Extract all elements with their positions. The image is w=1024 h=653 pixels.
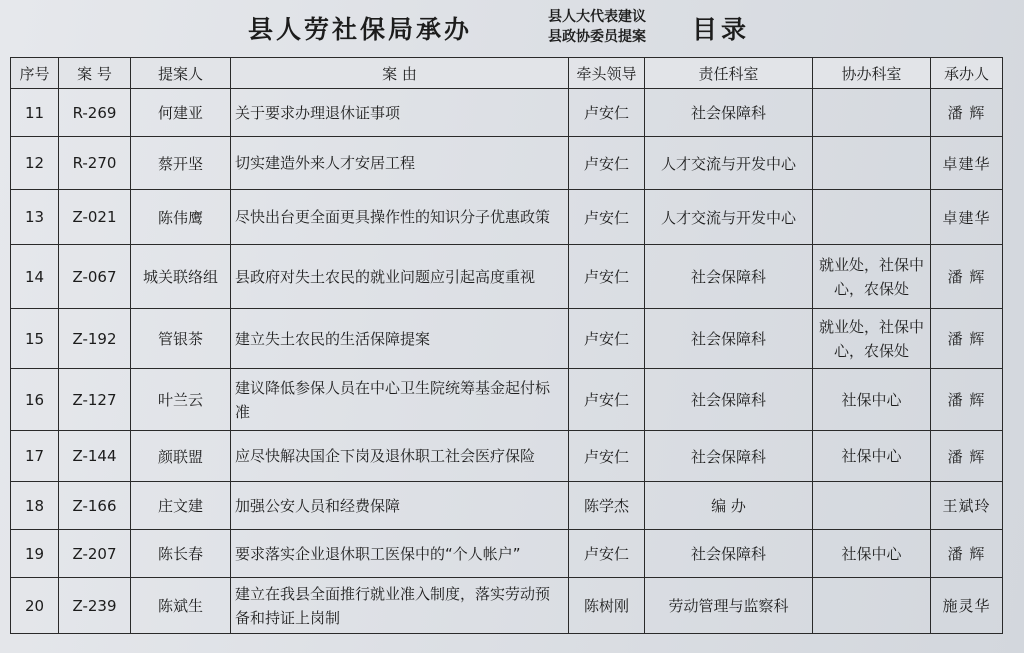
cell-proposer: 陈伟鹰 — [131, 190, 231, 245]
table-row — [11, 482, 1003, 530]
cell-case-no: Z-166 — [59, 482, 131, 530]
col-header-reason: 案 由 — [231, 58, 569, 89]
table-body — [11, 89, 1003, 634]
table-row — [11, 190, 1003, 245]
cell-no: 17 — [11, 431, 59, 482]
title-subline-2: 县政协委员提案 — [548, 29, 646, 45]
cell-assist — [813, 578, 931, 634]
cell-case-no: Z-127 — [59, 369, 131, 431]
cell-assist — [813, 89, 931, 137]
cell-proposer: 城关联络组 — [131, 245, 231, 309]
cell-proposer: 庄文建 — [131, 482, 231, 530]
cell-dept: 人才交流与开发中心 — [645, 190, 813, 245]
cell-no: 15 — [11, 309, 59, 369]
cell-no: 20 — [11, 578, 59, 634]
cell-dept: 社会保障科 — [645, 245, 813, 309]
col-header-no: 序号 — [11, 58, 59, 89]
cell-dept: 社会保障科 — [645, 89, 813, 137]
cell-assist — [813, 137, 931, 190]
cell-assist: 社保中心 — [813, 369, 931, 431]
table-header-row — [11, 58, 1003, 89]
cell-dept: 劳动管理与监察科 — [645, 578, 813, 634]
cell-case-no: Z-144 — [59, 431, 131, 482]
cell-case-no: R-270 — [59, 137, 131, 190]
document-title: 县人劳社保局承办 — [248, 15, 473, 44]
cell-handler: 潘 辉 — [931, 530, 1003, 578]
cell-assist — [813, 482, 931, 530]
cell-assist: 社保中心 — [813, 431, 931, 482]
cell-handler: 卓建华 — [931, 137, 1003, 190]
cell-dept: 编 办 — [645, 482, 813, 530]
cell-assist: 就业处，社保中心，农保处 — [813, 309, 931, 369]
table-row — [11, 578, 1003, 634]
document-header — [0, 0, 1024, 52]
cell-proposer: 叶兰云 — [131, 369, 231, 431]
cell-no: 16 — [11, 369, 59, 431]
cell-reason: 建立失土农民的生活保障提案 — [231, 309, 569, 369]
table-row — [11, 89, 1003, 137]
cell-no: 13 — [11, 190, 59, 245]
cell-leader: 卢安仁 — [569, 309, 645, 369]
cell-reason: 县政府对失土农民的就业问题应引起高度重视 — [231, 245, 569, 309]
table-row — [11, 245, 1003, 309]
cell-leader: 卢安仁 — [569, 89, 645, 137]
cell-leader: 陈树刚 — [569, 578, 645, 634]
cell-proposer: 陈长春 — [131, 530, 231, 578]
col-header-handler: 承办人 — [931, 58, 1003, 89]
cell-proposer: 陈斌生 — [131, 578, 231, 634]
cell-case-no: Z-021 — [59, 190, 131, 245]
cell-handler: 王斌玲 — [931, 482, 1003, 530]
cell-dept: 社会保障科 — [645, 309, 813, 369]
cell-reason: 切实建造外来人才安居工程 — [231, 137, 569, 190]
cell-proposer: 蔡开坚 — [131, 137, 231, 190]
cell-handler: 潘 辉 — [931, 309, 1003, 369]
cell-leader: 陈学杰 — [569, 482, 645, 530]
cell-no: 18 — [11, 482, 59, 530]
case-table — [10, 57, 1003, 634]
cell-leader: 卢安仁 — [569, 369, 645, 431]
col-header-leader: 牵头领导 — [569, 58, 645, 89]
cell-handler: 潘 辉 — [931, 245, 1003, 309]
cell-proposer: 管银茶 — [131, 309, 231, 369]
cell-handler: 潘 辉 — [931, 89, 1003, 137]
title-catalog: 目录 — [692, 15, 751, 44]
cell-reason: 关于要求办理退休证事项 — [231, 89, 569, 137]
cell-dept: 人才交流与开发中心 — [645, 137, 813, 190]
cell-dept: 社会保障科 — [645, 431, 813, 482]
cell-leader: 卢安仁 — [569, 245, 645, 309]
cell-no: 14 — [11, 245, 59, 309]
cell-leader: 卢安仁 — [569, 137, 645, 190]
cell-leader: 卢安仁 — [569, 431, 645, 482]
table-row — [11, 309, 1003, 369]
col-header-assist: 协办科室 — [813, 58, 931, 89]
cell-assist — [813, 190, 931, 245]
col-header-dept: 责任科室 — [645, 58, 813, 89]
cell-case-no: R-269 — [59, 89, 131, 137]
cell-case-no: Z-192 — [59, 309, 131, 369]
cell-reason: 建立在我县全面推行就业准入制度，落实劳动预备和持证上岗制 — [231, 578, 569, 634]
cell-proposer: 何建亚 — [131, 89, 231, 137]
cell-assist: 就业处，社保中心，农保处 — [813, 245, 931, 309]
cell-no: 19 — [11, 530, 59, 578]
cell-handler: 卓建华 — [931, 190, 1003, 245]
cell-reason: 建议降低参保人员在中心卫生院统筹基金起付标准 — [231, 369, 569, 431]
table-row — [11, 369, 1003, 431]
cell-leader: 卢安仁 — [569, 190, 645, 245]
cell-handler: 施灵华 — [931, 578, 1003, 634]
cell-reason: 要求落实企业退休职工医保中的“个人帐户” — [231, 530, 569, 578]
cell-handler: 潘 辉 — [931, 369, 1003, 431]
cell-no: 12 — [11, 137, 59, 190]
table-row — [11, 530, 1003, 578]
col-header-case-no: 案 号 — [59, 58, 131, 89]
cell-case-no: Z-207 — [59, 530, 131, 578]
cell-case-no: Z-067 — [59, 245, 131, 309]
cell-proposer: 颜联盟 — [131, 431, 231, 482]
cell-reason: 加强公安人员和经费保障 — [231, 482, 569, 530]
cell-assist: 社保中心 — [813, 530, 931, 578]
cell-reason: 应尽快解决国企下岗及退休职工社会医疗保险 — [231, 431, 569, 482]
cell-reason: 尽快出台更全面更具操作性的知识分子优惠政策 — [231, 190, 569, 245]
title-subline-1: 县人大代表建议 — [548, 9, 646, 25]
cell-no: 11 — [11, 89, 59, 137]
cell-dept: 社会保障科 — [645, 369, 813, 431]
table-row — [11, 137, 1003, 190]
cell-dept: 社会保障科 — [645, 530, 813, 578]
cell-leader: 卢安仁 — [569, 530, 645, 578]
cell-handler: 潘 辉 — [931, 431, 1003, 482]
col-header-proposer: 提案人 — [131, 58, 231, 89]
table-row — [11, 431, 1003, 482]
cell-case-no: Z-239 — [59, 578, 131, 634]
